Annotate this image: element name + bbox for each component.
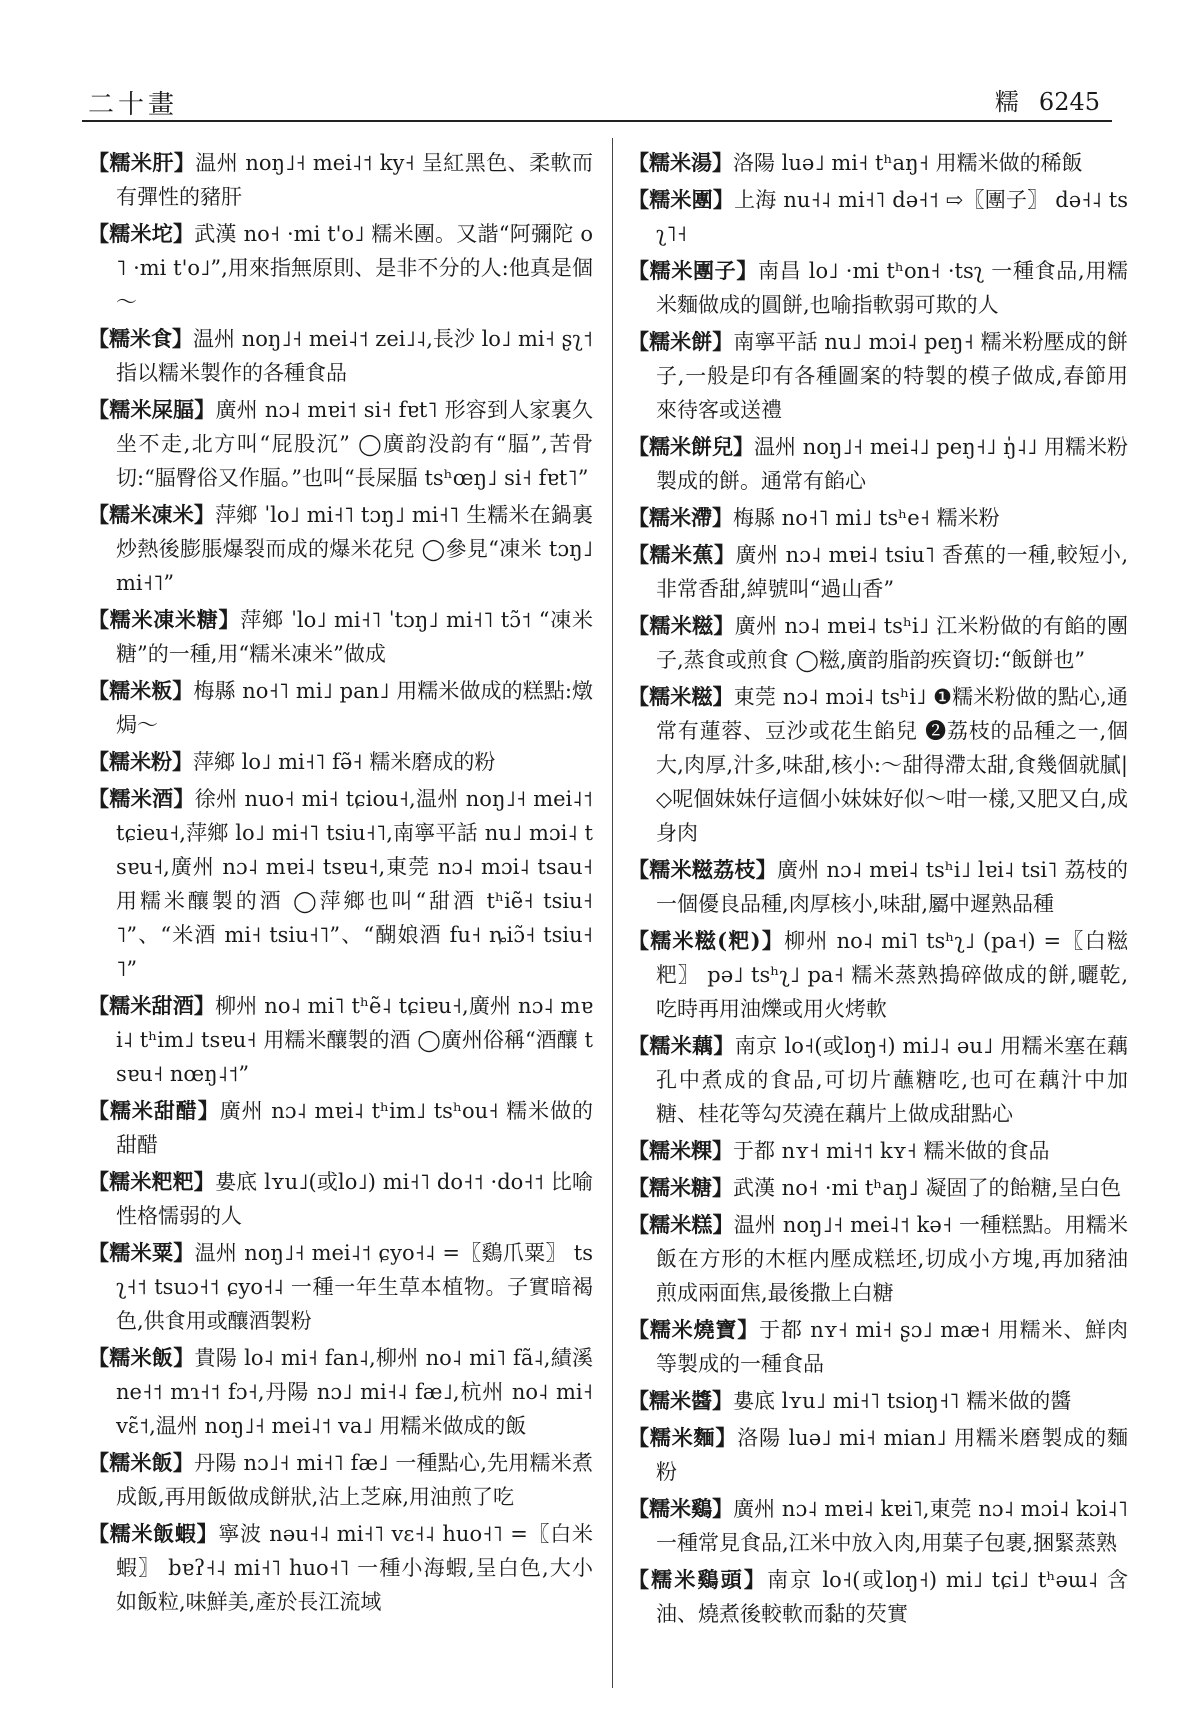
dictionary-entry bbox=[88, 603, 593, 671]
dictionary-entry bbox=[628, 1563, 1128, 1631]
entry-headword: 【糯米凍米糖】 bbox=[88, 607, 241, 632]
right-column bbox=[628, 146, 1128, 1634]
dictionary-entry bbox=[88, 498, 593, 600]
entry-headword: 【糯米粉】 bbox=[88, 749, 193, 774]
entry-definition: 廣州 nɔ˨ mɐi˨ tsʰi˩ 江米粉做的有餡的團子,蒸食或煎食 ◯糍,廣韵脂韵疾資切:“飯餅也” bbox=[656, 614, 1128, 672]
page-number: 6245 bbox=[1038, 88, 1100, 116]
entry-headword: 【糯米鷄】 bbox=[628, 1496, 734, 1521]
dictionary-entry bbox=[628, 1134, 1128, 1168]
column-divider bbox=[612, 138, 613, 1688]
entry-headword: 【糯米蕉】 bbox=[628, 542, 736, 567]
entry-headword: 【糯米凍米】 bbox=[88, 502, 216, 527]
entry-definition: 廣州 nɔ˨ mɐi˨ tsʰi˩ lɐi˨ tsi˥ 荔枝的一個優良品種,肉厚核小,味甜,屬中遲熟品種 bbox=[656, 858, 1129, 916]
dictionary-entry bbox=[628, 1492, 1128, 1560]
left-column bbox=[88, 146, 593, 1622]
dictionary-entry bbox=[628, 1421, 1128, 1489]
entry-definition: 梅縣 no˧˥ mi˩ pan˩ 用糯米做成的糕點:燉焗～ bbox=[116, 679, 593, 737]
dictionary-entry bbox=[628, 680, 1128, 850]
entry-definition: 婁底 lʏu˩(或lo˩) mi˧˥ do˧˦ ·do˧˦ 比喻性格懦弱的人 bbox=[116, 1170, 594, 1228]
entry-definition: 廣州 nɔ˨ mɐi˨ tʰim˩ tsʰou˧ 糯米做的甜醋 bbox=[116, 1099, 594, 1157]
header-rule bbox=[82, 120, 1112, 122]
entry-definition: 廣州 nɔ˨ mɐi˦ si˧ fɐt˥ 形容到人家裏久坐不走,北方叫“屁股沉” ◯廣韵没韵有“腷”,苦骨切:“腷臀俗又作腷。”也叫“長屎腷 tsʰœŋ˩ si˧ fɐt˥” bbox=[116, 398, 593, 490]
entry-headword: 【糯米糍(粑)】 bbox=[628, 928, 785, 953]
entry-headword: 【糯米團子】 bbox=[628, 258, 759, 283]
dictionary-entry bbox=[88, 1517, 593, 1619]
entry-headword: 【糯米麵】 bbox=[628, 1425, 738, 1450]
entry-definition: 廣州 nɔ˨ mɐi˨ kɐi˥,東莞 nɔ˨ mɔi˨ kɔi˨˥ 一種常見食品,江米中放入肉,用葉子包裹,捆緊蒸熟 bbox=[656, 1497, 1128, 1555]
dictionary-entry bbox=[628, 1208, 1128, 1310]
dictionary-entry bbox=[628, 183, 1128, 251]
entry-headword: 【糯米滯】 bbox=[628, 505, 733, 530]
entry-headword: 【糯米團】 bbox=[628, 187, 735, 212]
entry-definition: 東莞 nɔ˨ mɔi˨ tsʰi˩ ❶糯米粉做的點心,通常有蓮蓉、豆沙或花生餡兒 ❷荔枝的品種之一,個大,肉厚,汁多,味甜,核小:～甜得滯太甜,食幾個就膩|◇呢個妹妹仔這個小妹妹好似～咁一樣,又肥又白,成身肉 bbox=[656, 685, 1129, 845]
entry-definition: 徐州 nuo˧ mi˧ tɕiou˧,温州 noŋ˩˧ mei˨˦ tɕieu˧,萍鄉 lo˩ mi˧˥ tsiu˧˥,南寧平話 nu˩ mɔi˨ tsɐu˧,廣州 nɔ˨ mɐi˨ tsɐu˧,東莞 nɔ˨ mɔi˨ tsau˧ 用糯米釀製的酒 ◯萍鄉也叫“甜酒 tʰiẽ˧ tsiu˧˥”、“米酒 mi˧ tsiu˧˥”、“醐娘酒 fu˧ ȵiɔ̃˧ tsiu˧˥” bbox=[116, 787, 593, 981]
entry-definition: 上海 nu˧˨ mi˧˥ də˧˦ ⇨〖團子〗 də˧˨ tsʅ˥˧ bbox=[656, 188, 1129, 246]
entry-definition: 温州 noŋ˩˧ mei˨˦ zei˩˨,長沙 lo˩ mi˧ ʂʅ˦ 指以糯米製作的各種食品 bbox=[116, 327, 594, 385]
entry-definition: 萍鄉 ˈlo˩ mi˧˥ ˈtɔŋ˩ mi˧˥ tɔ̃˦ “凍米糖”的一種,用“糯米凍米”做成 bbox=[116, 608, 594, 666]
entry-headword: 【糯米坨】 bbox=[88, 221, 195, 246]
entry-definition: 南昌 lo˩ ·mi tʰon˧ ·tsʅ 一種食品,用糯米麵做成的圓餅,也喻指軟弱可欺的人 bbox=[656, 259, 1128, 317]
entry-definition: 萍鄉 ˈlo˩ mi˧˥ tɔŋ˩ mi˧˥ 生糯米在鍋裏炒熱後膨脹爆裂而成的爆米花兒 ◯參見“凍米 tɔŋ˩ mi˧˥” bbox=[116, 503, 593, 595]
dictionary-entry bbox=[628, 609, 1128, 677]
entry-definition: 温州 noŋ˩˧ mei˨˦ ky˧ 呈紅黑色、柔軟而有彈性的豬肝 bbox=[116, 151, 594, 209]
page-info bbox=[995, 82, 1100, 117]
dictionary-entry bbox=[88, 1094, 593, 1162]
dictionary-entry bbox=[88, 1446, 593, 1514]
entry-headword: 【糯米鷄頭】 bbox=[628, 1567, 768, 1592]
entry-headword: 【糯米糕】 bbox=[628, 1212, 734, 1237]
entry-definition: 温州 noŋ˩˧ mei˨˦ ɕyo˧˨ =〖鷄爪粟〗 tsʅ˧˦ tsuɔ˧˦ ɕyo˧˨ 一種一年生草本植物。子實暗褐色,供食用或釀酒製粉 bbox=[116, 1241, 593, 1333]
entry-headword: 【糯米餅兒】 bbox=[628, 434, 755, 459]
dictionary-entry bbox=[88, 146, 593, 214]
entry-headword: 【糯米糍】 bbox=[628, 613, 735, 638]
dictionary-entry bbox=[628, 1384, 1128, 1418]
entry-definition: 于都 nʏ˧ mi˧ ʂɔ˩ mæ˧ 用糯米、鮮肉等製成的一種食品 bbox=[656, 1318, 1128, 1376]
entry-headword: 【糯米藕】 bbox=[628, 1033, 735, 1058]
entry-headword: 【糯米粑粑】 bbox=[88, 1169, 215, 1194]
dictionary-entry bbox=[88, 674, 593, 742]
dictionary-entry bbox=[88, 1165, 593, 1233]
entry-headword: 【糯米食】 bbox=[88, 326, 194, 351]
entry-definition: 貴陽 lo˨ mi˧ fan˨,柳州 no˨ mi˥ fã˨,績溪 ne˧˦ mɿ˧˦ fɔ˧,丹陽 nɔ˩ mi˧˨ fæ˩,杭州 no˨ mi˧ vɛ̃˦,温州 noŋ˩˧ mei˨˦ va˩ 用糯米做成的飯 bbox=[116, 1346, 594, 1438]
entry-definition: 丹陽 nɔ˩˧ mi˧˥ fæ˩ 一種點心,先用糯米煮成飯,再用飯做成餅狀,沾上芝麻,用油煎了吃 bbox=[116, 1451, 593, 1509]
entry-definition: 梅縣 no˧˥ mi˩ tsʰe˧ 糯米粉 bbox=[733, 506, 1000, 530]
entry-definition: 寧波 nəu˧˨ mi˧˥ vɛ˧˨ huo˧˥ =〖白米蝦〗 bɐʔ˧˨ mi˧˥ huo˧˥ 一種小海蝦,呈白色,大小如飯粒,味鮮美,產於長江流域 bbox=[116, 1522, 593, 1614]
entry-headword: 【糯米醬】 bbox=[628, 1388, 733, 1413]
page-header bbox=[82, 78, 1112, 118]
entry-definition: 温州 noŋ˩˧ mei˨˦ kə˧ 一種糕點。用糯米飯在方形的木框内壓成糕坯,切成小方塊,再加豬油煎成兩面焦,最後撒上白糖 bbox=[656, 1213, 1129, 1305]
entry-definition: 南京 lo˧(或loŋ˧) mi˩˨ əu˩ 用糯米塞在藕孔中煮成的食品,可切片蘸糖吃,也可在藕汁中加糖、桂花等勾芡澆在藕片上做成甜點心 bbox=[656, 1034, 1128, 1126]
entry-headword: 【糯米糍荔枝】 bbox=[628, 857, 777, 882]
section-label: 二十畫 bbox=[88, 90, 179, 120]
entry-headword: 【糯米肝】 bbox=[88, 150, 196, 175]
dictionary-entry bbox=[88, 393, 593, 495]
entry-definition: 洛陽 luə˩ mi˧ mian˩ 用糯米磨製成的麵粉 bbox=[656, 1426, 1129, 1484]
entry-definition: 于都 nʏ˧ mi˧˦ kʏ˧ 糯米做的食品 bbox=[733, 1139, 1050, 1163]
entry-definition: 洛陽 luə˩ mi˧ tʰaŋ˧ 用糯米做的稀飯 bbox=[733, 151, 1083, 175]
dictionary-entry bbox=[628, 430, 1128, 498]
dictionary-entry bbox=[628, 1313, 1128, 1381]
dictionary-entry bbox=[628, 538, 1128, 606]
dictionary-entry bbox=[628, 1171, 1128, 1205]
dictionary-entry bbox=[628, 254, 1128, 322]
entry-definition: 武漢 no˧ ·mi t'o˩ 糯米團。又諧“阿彌陀 o˥ ·mi t'o˩”,用來指無原則、是非不分的人:他真是個～ bbox=[116, 222, 594, 314]
dictionary-entry bbox=[628, 924, 1128, 1026]
dictionary-entry bbox=[88, 1236, 593, 1338]
entry-definition: 萍鄉 lo˩ mi˧˥ fə̃˧ 糯米磨成的粉 bbox=[193, 750, 496, 774]
entry-headword: 【糯米粟】 bbox=[88, 1240, 195, 1265]
dictionary-entry bbox=[628, 1029, 1128, 1131]
entry-headword: 【糯米酒】 bbox=[88, 786, 195, 811]
entry-definition: 柳州 no˨ mi˥ tʰẽ˨ tɕiɐu˧,廣州 nɔ˨ mɐi˨ tʰim˩ tsɐu˧ 用糯米釀製的酒 ◯廣州俗稱“酒釀 tsɐu˧ nœŋ˨˦” bbox=[116, 994, 593, 1086]
entry-definition: 柳州 no˨ mi˥ tsʰʅ˩ (pa˧) =〖白糍粑〗 pə˩ tsʰʅ˩ pa˧ 糯米蒸熟搗碎做成的餅,曬乾,吃時再用油爍或用火烤軟 bbox=[656, 929, 1128, 1021]
dictionary-entry bbox=[88, 989, 593, 1091]
entry-definition: 武漢 no˧ ·mi tʰaŋ˩ 凝固了的飴糖,呈白色 bbox=[733, 1176, 1122, 1200]
entry-headword: 【糯米湯】 bbox=[628, 150, 733, 175]
entry-headword: 【糯米甜醋】 bbox=[88, 1098, 220, 1123]
entry-headword: 【糯米飯】 bbox=[88, 1345, 195, 1370]
entry-headword: 【糯米糍】 bbox=[628, 684, 734, 709]
entry-headword: 【糯米屎腷】 bbox=[88, 397, 216, 422]
entry-headword: 【糯米燒寶】 bbox=[628, 1317, 760, 1342]
dictionary-entry bbox=[88, 745, 593, 779]
dictionary-entry bbox=[628, 501, 1128, 535]
entry-headword: 【糯米甜酒】 bbox=[88, 993, 216, 1018]
dictionary-entry bbox=[88, 322, 593, 390]
entry-headword: 【糯米糖】 bbox=[628, 1175, 733, 1200]
dictionary-entry bbox=[628, 325, 1128, 427]
entry-headword: 【糯米飯蝦】 bbox=[88, 1521, 219, 1546]
entry-headword: 【糯米粄】 bbox=[88, 678, 194, 703]
dictionary-entry bbox=[88, 1341, 593, 1443]
entry-definition: 南京 lo˧(或loŋ˧) mi˩ tɕi˩ tʰəɯ˨ 含油、燒煮後較軟而黏的芡實 bbox=[656, 1568, 1129, 1626]
dictionary-entry bbox=[88, 217, 593, 319]
entry-headword: 【糯米粿】 bbox=[628, 1138, 733, 1163]
entry-definition: 廣州 nɔ˨ mɐi˨ tsiu˥ 香蕉的一種,較短小,非常香甜,綽號叫“過山香” bbox=[656, 543, 1129, 601]
head-character: 糯 bbox=[994, 88, 1019, 116]
entry-headword: 【糯米餅】 bbox=[628, 329, 734, 354]
dictionary-entry bbox=[628, 853, 1128, 921]
entry-headword: 【糯米飯】 bbox=[88, 1450, 195, 1475]
entry-definition: 南寧平話 nu˩ mɔi˨ peŋ˧ 糯米粉壓成的餅子,一般是印有各種圖案的特製的模子做成,春節用來待客或送禮 bbox=[656, 330, 1129, 422]
dictionary-entry bbox=[628, 146, 1128, 180]
entry-definition: 婁底 lʏu˩ mi˧˥ tsioŋ˧˥ 糯米做的醬 bbox=[733, 1389, 1072, 1413]
dictionary-entry bbox=[88, 782, 593, 986]
entry-definition: 温州 noŋ˩˧ mei˨˩ peŋ˧˩ ŋ̍˨˩ 用糯米粉製成的餅。通常有餡心 bbox=[656, 435, 1129, 493]
